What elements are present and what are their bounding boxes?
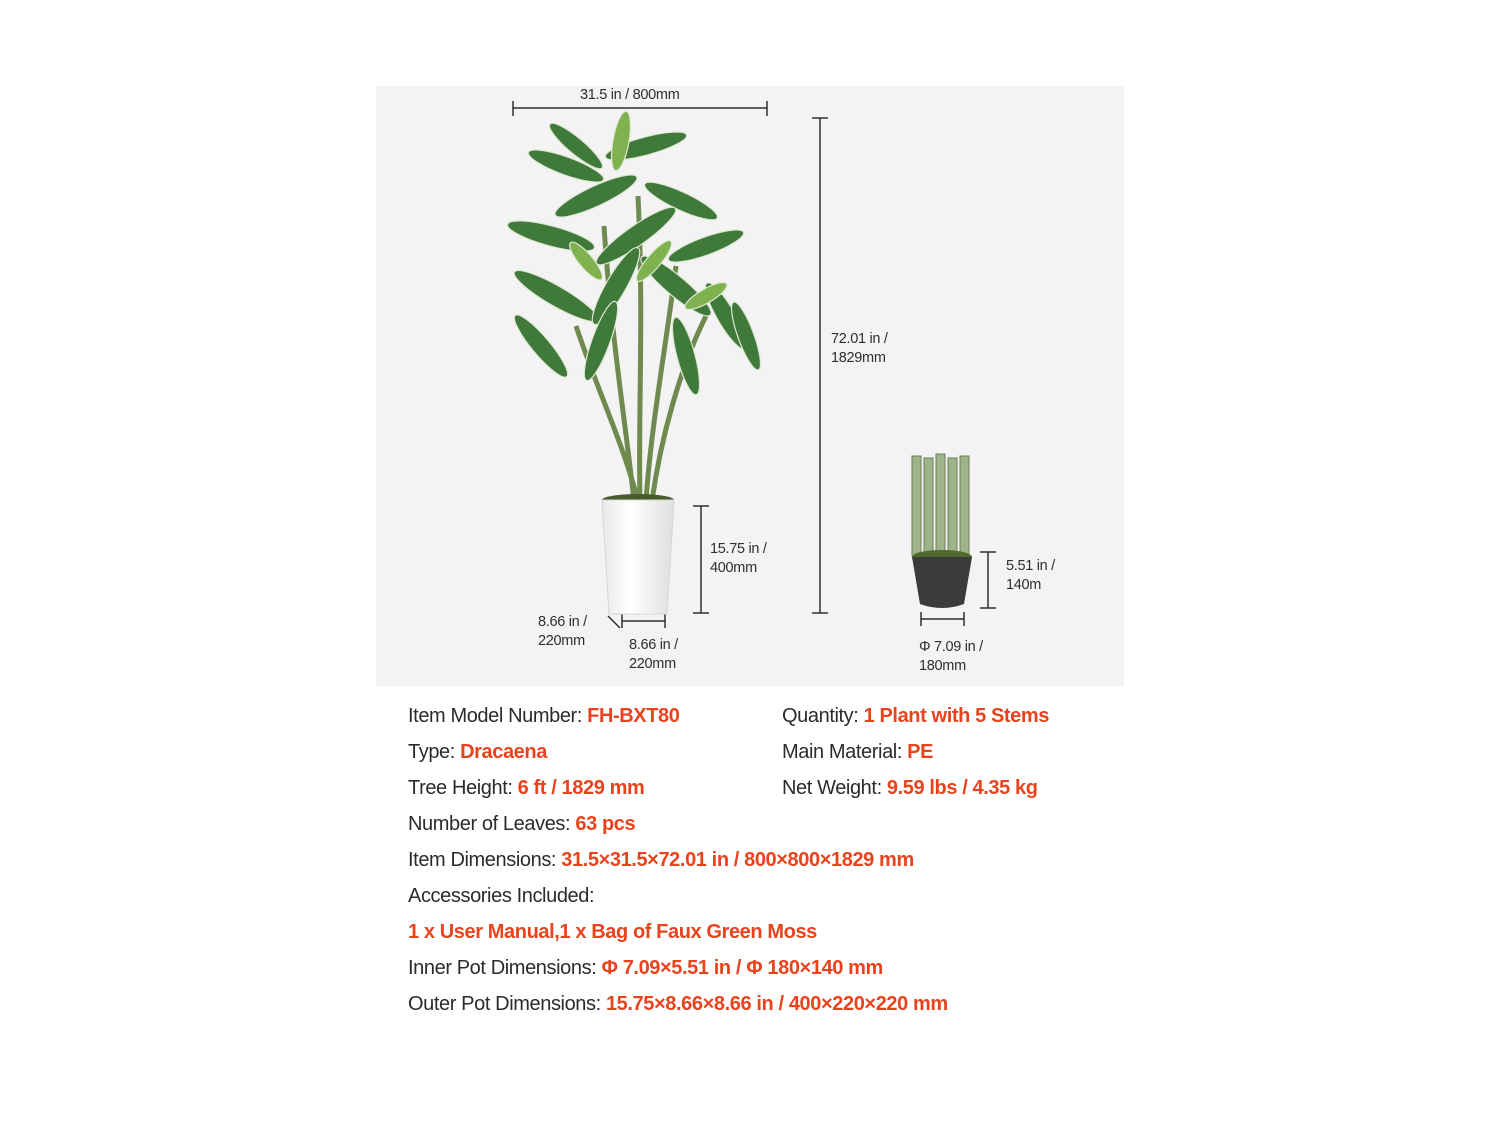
spec-outer-pot — [408, 992, 948, 1016]
spec-value: 31.5×31.5×72.01 in / 800×800×1829 mm — [561, 849, 914, 871]
spec-label: Main Material: — [782, 741, 908, 763]
spec-label: Number of Leaves: — [408, 813, 576, 835]
total-height-label: 72.01 in / 1829mm — [831, 331, 888, 366]
plant-illustration — [376, 86, 1124, 686]
spec-height — [408, 776, 644, 800]
spec-label: Item Model Number: — [408, 705, 588, 727]
inner-pot-height-label: 5.51 in / 140m — [1006, 558, 1055, 593]
spec-leaves — [408, 812, 635, 836]
spec-item-dimensions — [408, 848, 914, 872]
spec-label: Net Weight: — [782, 777, 887, 799]
inner-pot — [912, 454, 972, 608]
outer-pot — [602, 494, 674, 614]
spec-label: Quantity: — [782, 705, 864, 727]
spec-value: 9.59 lbs / 4.35 kg — [886, 777, 1038, 799]
spec-value: 63 pcs — [575, 813, 636, 835]
spec-label: Type: — [408, 741, 461, 763]
spec-value: PE — [907, 741, 934, 763]
product-dimension-image — [376, 86, 1124, 686]
spec-accessories-value — [408, 920, 817, 944]
spec-material — [782, 740, 933, 764]
spec-inner-pot — [408, 956, 883, 980]
spec-label: Accessories Included: — [408, 885, 595, 907]
spec-value: 1 x User Manual,1 x Bag of Faux Green Moss — [408, 921, 817, 943]
spec-value: 1 Plant with 5 Stems — [863, 705, 1049, 727]
outer-pot-height-label: 15.75 in / 400mm — [710, 541, 767, 576]
spec-weight — [782, 776, 1038, 800]
spec-value: FH-BXT80 — [587, 705, 680, 727]
width-dimension-label: 31.5 in / 800mm — [580, 87, 680, 103]
spec-value: Φ 7.09×5.51 in / Φ 180×140 mm — [601, 957, 883, 979]
outer-pot-depth-label: 8.66 in / 220mm — [538, 614, 587, 649]
spec-label: Outer Pot Dimensions: — [408, 993, 606, 1015]
spec-value: 6 ft / 1829 mm — [517, 777, 645, 799]
leaves — [505, 110, 766, 397]
spec-type — [408, 740, 547, 764]
spec-label: Inner Pot Dimensions: — [408, 957, 602, 979]
spec-value: Dracaena — [460, 741, 547, 763]
spec-value: 15.75×8.66×8.66 in / 400×220×220 mm — [605, 993, 948, 1015]
spec-label: Tree Height: — [408, 777, 518, 799]
spec-accessories-label — [408, 884, 594, 908]
spec-quantity — [782, 704, 1049, 728]
outer-pot-width-label: 8.66 in / 220mm — [629, 637, 678, 672]
spec-label: Item Dimensions: — [408, 849, 562, 871]
inner-pot-diameter-label: Φ 7.09 in / 180mm — [919, 639, 983, 674]
spec-model — [408, 704, 680, 728]
product-spec-card — [376, 86, 1124, 1038]
